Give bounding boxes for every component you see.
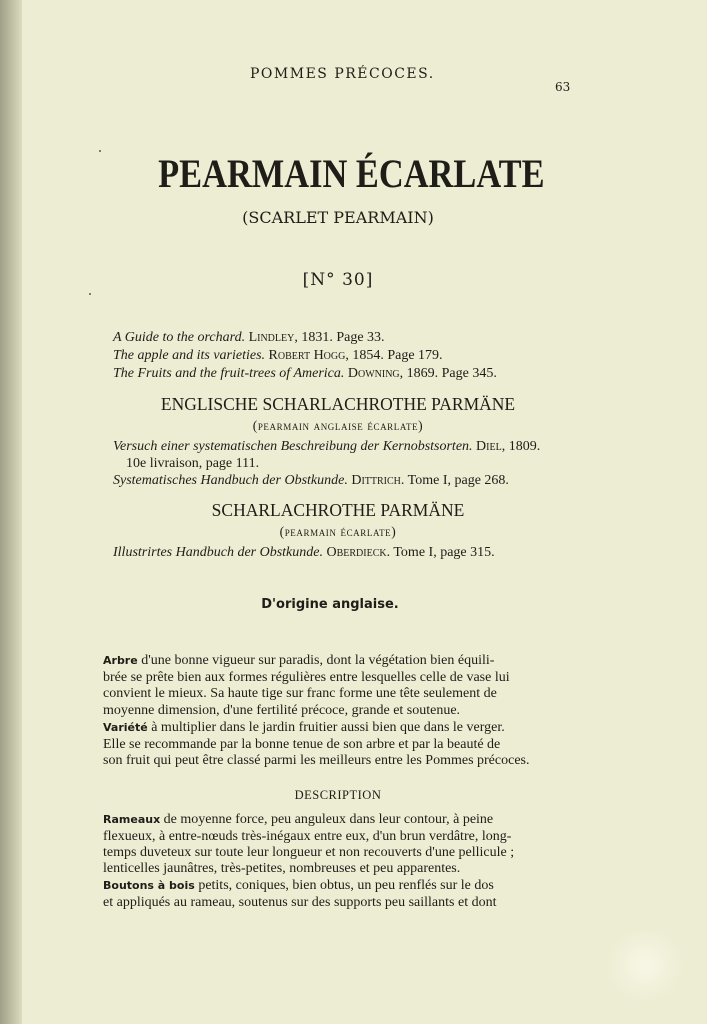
reference-details: , 1869. Page 345.	[399, 366, 497, 381]
body-line	[103, 878, 494, 894]
term: Arbre	[103, 654, 138, 667]
term: Variété	[103, 721, 148, 734]
body-text: à multiplier dans le jardin fruitier aussi bien que dans le verger.	[147, 720, 505, 735]
body-line	[103, 653, 494, 669]
page-subtitle: (SCARLET PEARMAIN)	[242, 208, 434, 227]
body-line: Elle se recommande par la bonne tenue de son arbre et par la beauté de	[103, 737, 501, 752]
body-line: lenticelles jaunâtres, très-petites, nombreuses et peu apparentes.	[103, 861, 461, 876]
reference-details: , 1809.	[501, 439, 541, 454]
body-line	[103, 812, 493, 828]
section-heading: SCHARLACHROTHE PARMÄNE	[211, 500, 465, 520]
variety-number: [N° 30]	[302, 270, 374, 290]
reference-work: The Fruits and the fruit-trees of America.	[113, 366, 345, 381]
reference-details: Tome I, page 268.	[404, 473, 509, 488]
body-line: moyenne dimension, d'une fertilité précoce, grande et soutenue.	[103, 703, 461, 718]
reference-details: , 1831. Page 33.	[294, 330, 385, 345]
body-text: d'une bonne vigueur sur paradis, dont la végétation bien équili-	[137, 653, 495, 668]
reference-line: 10e livraison, page 111.	[126, 456, 260, 471]
ink-fleck	[89, 293, 91, 295]
description-heading: DESCRIPTION	[294, 788, 382, 802]
reference-line	[113, 545, 495, 561]
reference-author: Diel	[476, 439, 502, 454]
body-line	[103, 720, 505, 736]
reference-work: Versuch einer systematischen Beschreibung der Kernobstsorten.	[113, 439, 473, 454]
reference-line	[113, 366, 497, 382]
reference-author: Lindley	[248, 330, 295, 345]
reference-details: Tome I, page 315.	[390, 545, 495, 560]
section-subheading: (pearmain anglaise écarlate)	[252, 418, 424, 433]
body-text: petits, coniques, bien obtus, un peu renflés sur le dos	[194, 878, 494, 893]
reference-work: The apple and its varieties.	[113, 348, 266, 363]
term: Rameaux	[103, 813, 161, 826]
reference-line	[113, 439, 540, 455]
ink-fleck	[99, 150, 101, 152]
reference-line	[113, 330, 385, 346]
page-title: PEARMAIN ÉCARLATE	[158, 151, 545, 196]
page-number: 63	[555, 80, 571, 94]
section-subheading: (pearmain écarlate)	[279, 524, 397, 539]
reference-work: Systematisches Handbuch der Obstkunde.	[113, 473, 348, 488]
reference-author: Dittrich.	[351, 473, 405, 488]
reference-line	[113, 348, 443, 364]
reference-line	[113, 473, 509, 489]
reference-author: Oberdieck.	[326, 545, 391, 560]
term: Boutons à bois	[103, 879, 195, 892]
running-head: POMMES PRÉCOCES.	[250, 66, 435, 82]
origin-heading: D'origine anglaise.	[261, 597, 399, 612]
reference-author: Robert Hogg	[268, 348, 346, 363]
body-line: temps duveteux sur toute leur longueur et non recouverts d'une pellicule ;	[103, 845, 515, 860]
reference-details: , 1854. Page 179.	[345, 348, 443, 363]
body-text: de moyenne force, peu anguleux dans leur contour, à peine	[160, 812, 494, 827]
reference-work: Illustrirtes Handbuch der Obstkunde.	[113, 545, 323, 560]
section-heading: ENGLISCHE SCHARLACHROTHE PARMÄNE	[160, 394, 516, 414]
body-line: convient le mieux. Sa haute tige sur franc forme une tête seulement de	[103, 686, 497, 701]
page-stain	[600, 930, 690, 1000]
reference-work: A Guide to the orchard.	[113, 330, 246, 345]
body-line: flexueux, à entre-nœuds très-inégaux entre eux, d'un brun verdâtre, long-	[103, 829, 512, 844]
body-line: brée se prête bien aux formes régulières entre lesquelles celle de vase lui	[103, 670, 510, 685]
body-line: et appliqués au rameau, soutenus sur des supports peu saillants et dont	[103, 895, 497, 910]
reference-author: Downing	[347, 366, 400, 381]
body-line: son fruit qui peut être classé parmi les meilleurs entre les Pommes précoces.	[103, 753, 530, 768]
